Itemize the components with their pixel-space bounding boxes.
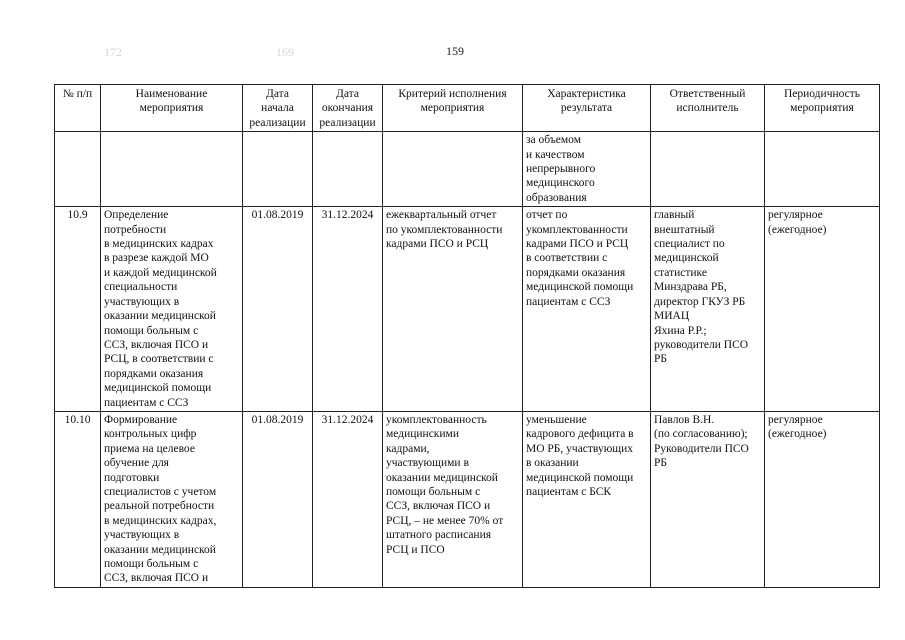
cell-end-date: 31.12.2024: [313, 411, 383, 587]
table-row: [55, 411, 880, 587]
faint-page-number-left: 172: [104, 45, 122, 59]
cell-name: Формирование контрольных цифр приема на целевое обучение для подготовки специалистов с учетом реальной потребности в медицинских кадрах, участвующих в оказании медицинской помощи больным с ССЗ, включая ПСО и: [101, 411, 243, 587]
cell-result: уменьшение кадрового дефицита в МО РБ, участвующих в оказании медицинской помощи пациентам с БСК: [523, 411, 651, 587]
table-header-row: [55, 85, 880, 132]
cell-criterion: укомплектованность медицинскими кадрами, участвующими в оказании медицинской помощи больным с ССЗ, включая ПСО и РСЦ, – не менее 70% от штатного расписания РСЦ и ПСО: [383, 411, 523, 587]
cell-result: за объемом и качеством непрерывного медицинского образования: [523, 132, 651, 207]
cell-name: [101, 132, 243, 207]
header-criterion: Критерий исполнения мероприятия: [383, 85, 523, 132]
cell-criterion: [383, 132, 523, 207]
cell-criterion: ежеквартальный отчет по укомплектованности кадрами ПСО и РСЦ: [383, 207, 523, 412]
cell-period: регулярное (ежегодное): [765, 411, 880, 587]
header-period: Периодичность мероприятия: [765, 85, 880, 132]
cell-name: Определение потребности в медицинских кадрах в разрезе каждой МО и каждой медицинской специальности участвующих в оказании медицинской помощи больным с ССЗ, включая ПСО и РСЦ, в соответствии с порядками оказания медицинской помощи пациентам с ССЗ: [101, 207, 243, 412]
cell-num: 10.9: [55, 207, 101, 412]
faint-page-number-mid: 169: [276, 45, 294, 59]
header-responsible: Ответственный исполнитель: [651, 85, 765, 132]
cell-end-date: 31.12.2024: [313, 207, 383, 412]
table-row: [55, 132, 880, 207]
header-result: Характеристика результата: [523, 85, 651, 132]
cell-end-date: [313, 132, 383, 207]
plan-table: [54, 84, 880, 588]
table-row: [55, 207, 880, 412]
cell-period: [765, 132, 880, 207]
cell-start-date: [243, 132, 313, 207]
cell-start-date: 01.08.2019: [243, 411, 313, 587]
header-num: № п/п: [55, 85, 101, 132]
cell-responsible: Павлов В.Н. (по согласованию); Руководители ПСО РБ: [651, 411, 765, 587]
page-number: 159: [446, 44, 464, 58]
header-name: Наименование мероприятия: [101, 85, 243, 132]
cell-responsible: [651, 132, 765, 207]
cell-result: отчет по укомплектованности кадрами ПСО и РСЦ в соответствии с порядками оказания медицинской помощи пациентам с ССЗ: [523, 207, 651, 412]
header-start-date: Дата начала реализации: [243, 85, 313, 132]
header-end-date: Дата окончания реализации: [313, 85, 383, 132]
cell-start-date: 01.08.2019: [243, 207, 313, 412]
cell-num: [55, 132, 101, 207]
cell-responsible: главный внештатный специалист по медицинской статистике Минздрава РБ, директор ГКУЗ РБ МИАЦ Яхина Р.Р.; руководители ПСО РБ: [651, 207, 765, 412]
cell-num: 10.10: [55, 411, 101, 587]
cell-period: регулярное (ежегодное): [765, 207, 880, 412]
